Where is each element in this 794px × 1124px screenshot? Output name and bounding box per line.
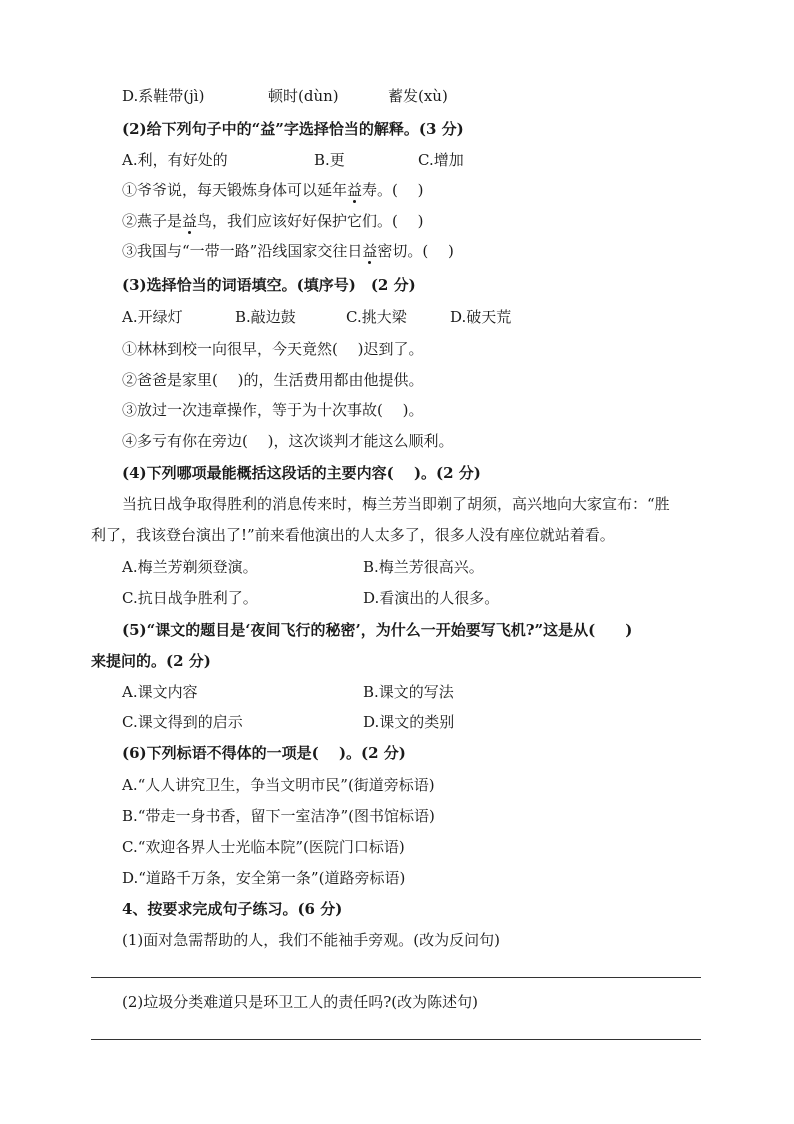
- option: C.挑大梁: [346, 308, 407, 326]
- item-text: ②燕子是: [122, 212, 183, 230]
- option: B.课文的写法: [363, 683, 454, 701]
- exercise-item: (2)垃圾分类难道只是环卫工人的责任吗?(改为陈述句): [122, 993, 478, 1011]
- option: A.课文内容: [122, 683, 198, 701]
- answer-line: [91, 977, 701, 978]
- emphasized-char: 益: [347, 181, 363, 199]
- option: A.利，有好处的: [122, 151, 228, 169]
- option: C.增加: [418, 151, 464, 169]
- option: D.“道路千万条，安全第一条”(道路旁标语): [122, 869, 406, 887]
- option: A.“人人讲究卫生，争当文明市民”(街道旁标语): [122, 776, 435, 794]
- question-title: (4)下列哪项最能概括这段话的主要内容( )。(2 分): [122, 464, 481, 482]
- question-item: [122, 211, 424, 231]
- question-item: [122, 241, 454, 261]
- question-title: (3)选择恰当的词语填空。(填序号) (2 分): [122, 276, 416, 294]
- option: B.梅兰芳很高兴。: [363, 558, 484, 576]
- question-title: (2)给下列句子中的“益”字选择恰当的解释。(3 分): [122, 120, 464, 138]
- question-item: ②爸爸是家里( )的，生活费用都由他提供。: [122, 371, 424, 389]
- option: D.看演出的人很多。: [363, 589, 500, 607]
- option: C.课文得到的启示: [122, 713, 243, 731]
- question-item: ④多亏有你在旁边( )，这次谈判才能这么顺利。: [122, 432, 454, 450]
- pinyin-word: 蓄发(xù): [388, 87, 448, 105]
- item-text: 密切。( ): [377, 242, 454, 260]
- item-text: ①爷爷说，每天锻炼身体可以延年: [122, 181, 348, 199]
- option-label: D.: [122, 87, 139, 105]
- item-text: 鸟，我们应该好好保护它们。( ): [197, 212, 424, 230]
- option: B.敲边鼓: [235, 308, 296, 326]
- answer-line: [91, 1039, 701, 1040]
- item-text: ③我国与“一带一路”沿线国家交往日: [122, 242, 363, 260]
- pinyin-word: 顿时(dùn): [268, 87, 339, 105]
- passage-line: 当抗日战争取得胜利的消息传来时，梅兰芳当即剃了胡须，高兴地向大家宣布：“胜: [122, 495, 670, 513]
- option: D.课文的类别: [363, 713, 455, 731]
- option: C.抗日战争胜利了。: [122, 589, 258, 607]
- option: B.“带走一身书香，留下一室洁净”(图书馆标语): [122, 807, 435, 825]
- option: D.破天荒: [450, 308, 512, 326]
- option: B.更: [314, 151, 345, 169]
- item-text: 寿。( ): [362, 181, 424, 199]
- q1-option-d: [122, 86, 204, 106]
- question-title: (6)下列标语不得体的一项是( )。(2 分): [122, 744, 406, 762]
- emphasized-char: 益: [182, 212, 198, 230]
- question-item: ①林林到校一向很早，今天竟然( )迟到了。: [122, 340, 424, 358]
- pinyin-word: 系鞋带(jì): [138, 87, 205, 105]
- question-title: (5)“课文的题目是‘夜间飞行的秘密’，为什么一开始要写飞机?”这是从( ): [122, 621, 633, 639]
- question-item: [122, 180, 424, 200]
- question-title: 来提问的。(2 分): [91, 652, 211, 670]
- exercise-item: (1)面对急需帮助的人，我们不能袖手旁观。(改为反问句): [122, 931, 500, 949]
- option: A.开绿灯: [122, 308, 183, 326]
- section-title: 4、按要求完成句子练习。(6 分): [122, 900, 343, 918]
- option: A.梅兰芳剃须登演。: [122, 558, 258, 576]
- passage-line: 利了，我该登台演出了!”前来看他演出的人太多了，很多人没有座位就站着看。: [91, 526, 615, 544]
- question-item: ③放过一次违章操作，等于为十次事故( )。: [122, 401, 424, 419]
- option: C.“欢迎各界人士光临本院”(医院门口标语): [122, 838, 405, 856]
- emphasized-char: 益: [362, 242, 378, 260]
